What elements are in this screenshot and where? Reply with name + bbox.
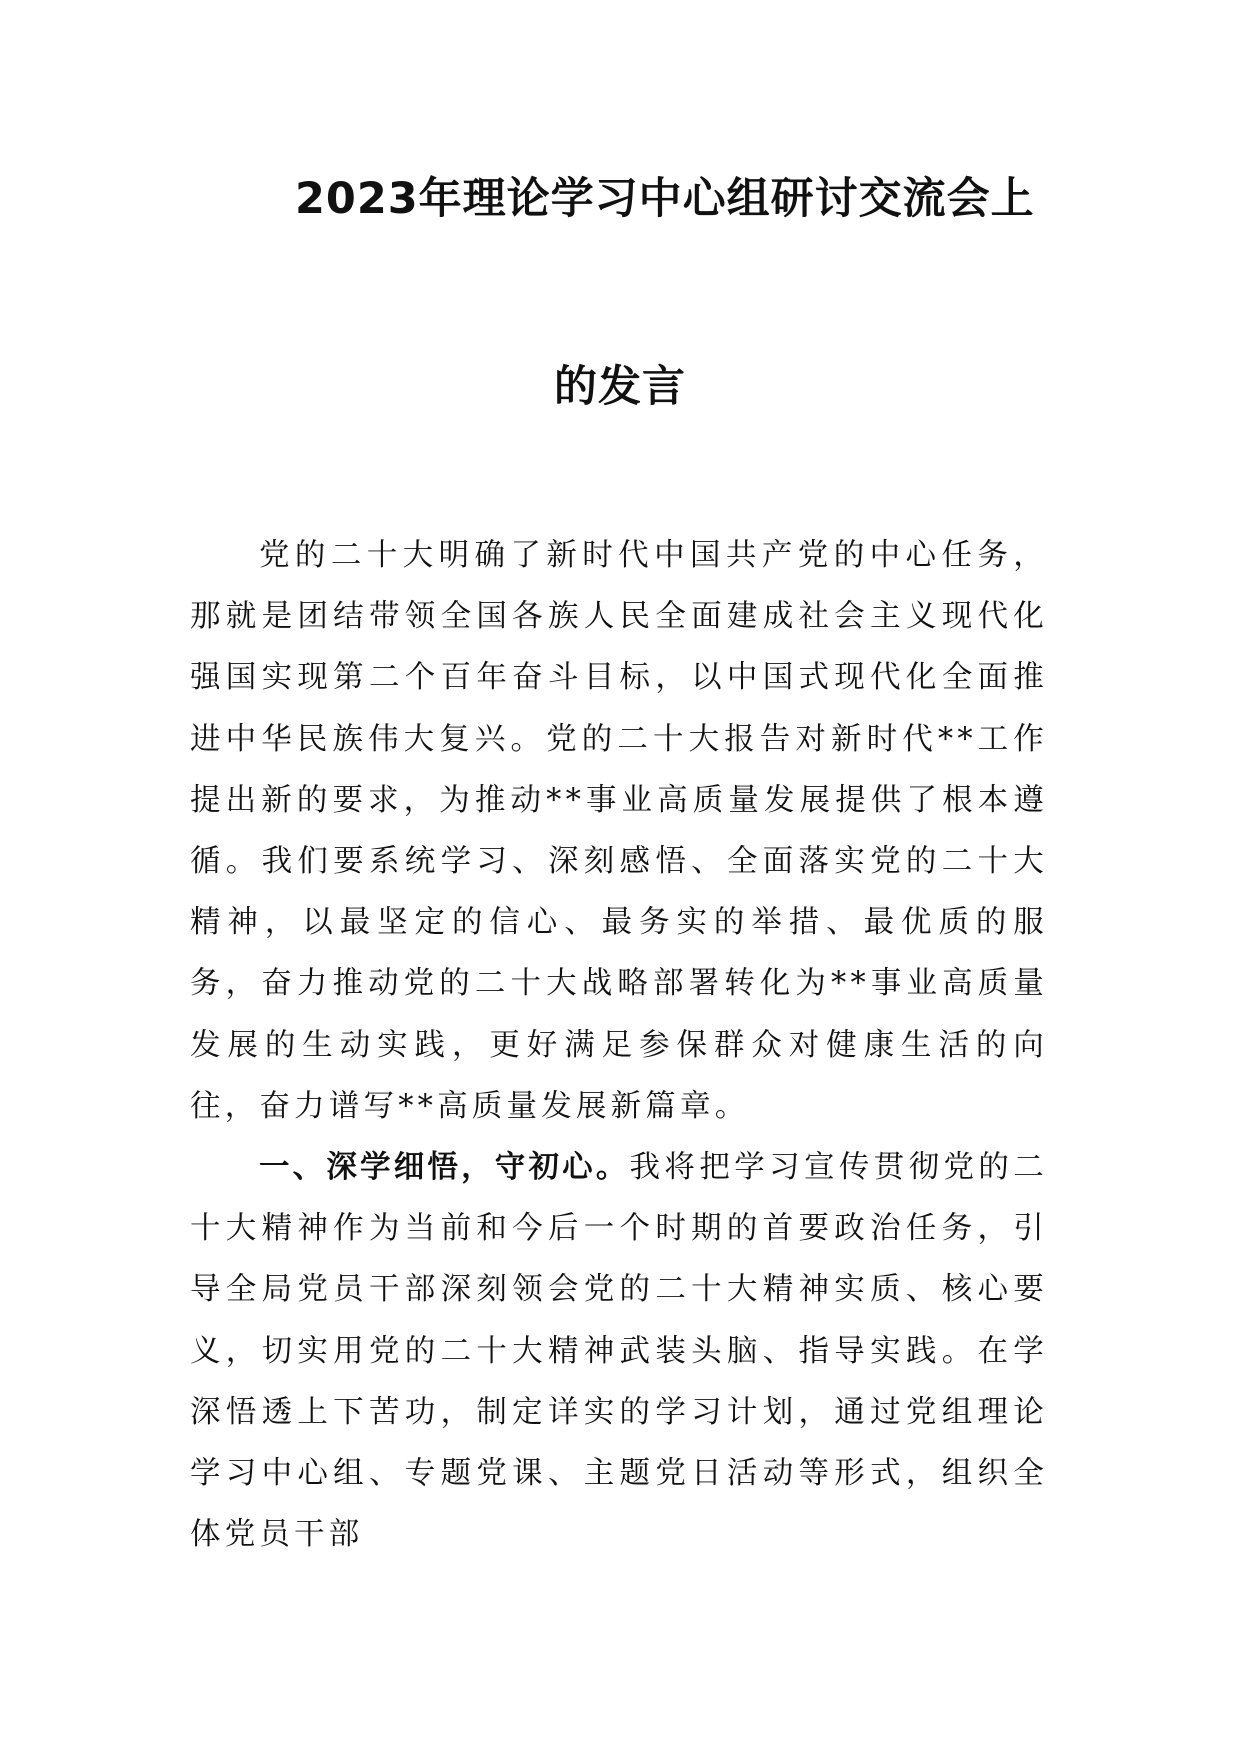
document-title-line-2: 的发言 xyxy=(554,362,686,412)
section-1-text: 我将把学习宣传贯彻党的二十大精神作为当前和今后一个时期的首要政治任务，引导全局党员干部深刻领会党的二十大精神实质、核心要义，切实用党的二十大精神武装头脑、指导实践。在学深悟透上下苦功，制定详实的学习计划，通过党组理论学习中心组、专题党课、主题党日活动等形式，组织全体党员干部 xyxy=(190,1150,1048,1553)
intro-paragraph: 党的二十大明确了新时代中国共产党的中心任务，那就是团结带领全国各族人民全面建成社会主义现代化强国实现第二个百年奋斗目标，以中国式现代化全面推进中华民族伟大复兴。党的二十大报告对新时代**工作提出新的要求，为推动**事业高质量发展提供了根本遵循。我们要系统学习、深刻感悟、全面落实党的二十大精神，以最坚定的信心、最务实的举措、最优质的服务，奋力推动党的二十大战略部署转化为**事业高质量发展的生动实践，更好满足参保群众对健康生活的向往，奋力谱写**高质量发展新篇章。 xyxy=(190,538,1048,1124)
document-title-line-1: 2023年理论学习中心组研讨交流会上 xyxy=(295,174,1035,224)
section-1-heading: 一、深学细悟，守初心。 xyxy=(259,1150,630,1185)
section-1-paragraph xyxy=(190,1137,1048,1565)
